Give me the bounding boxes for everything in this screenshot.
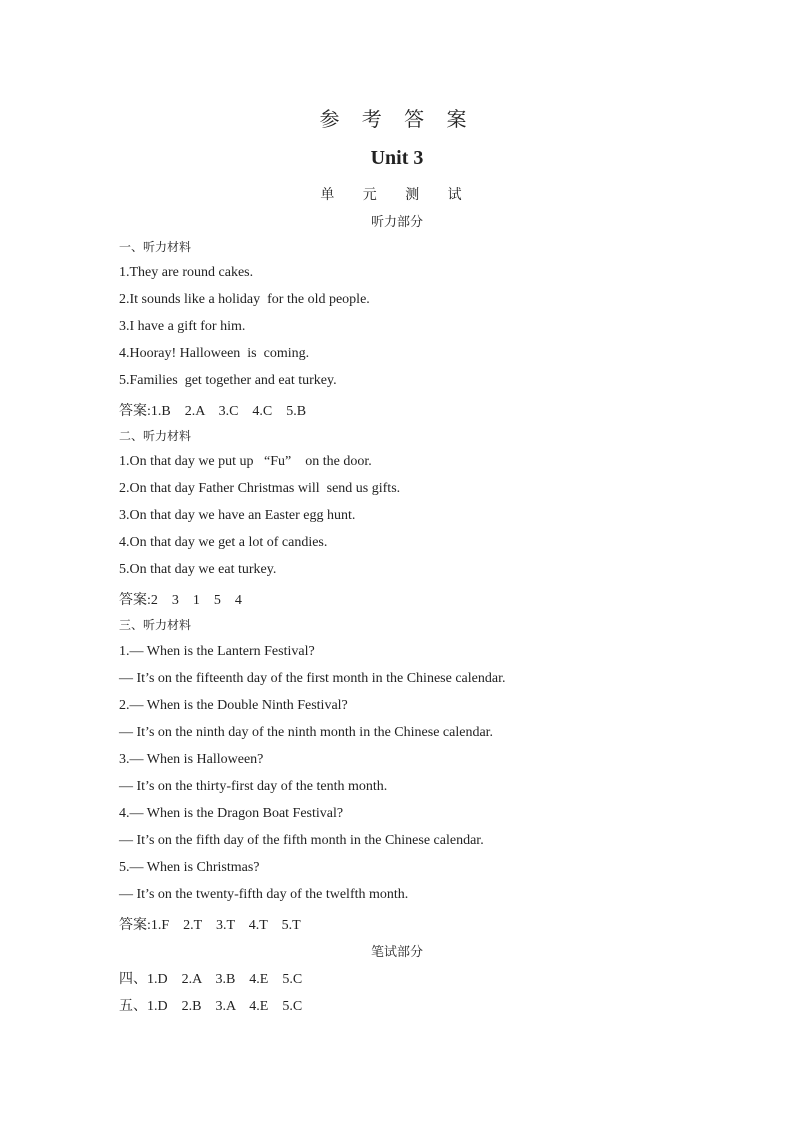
section1-answer: 答案:1.B 2.A 3.C 4.C 5.B	[119, 404, 307, 419]
section2-heading: 二、听力材料	[119, 429, 192, 443]
section5-answer: 五、1.D 2.B 3.A 4.E 5.C	[119, 999, 303, 1014]
listening-part-header: 听力部分	[370, 215, 423, 230]
unit-test-subtitle: 单 元 测 试	[320, 187, 474, 203]
page-title: 参 考 答 案	[319, 107, 475, 131]
section4-answer: 四、1.D 2.A 3.B 4.E 5.C	[119, 972, 303, 987]
unit-heading: Unit 3	[370, 147, 424, 169]
section2-item: 3.On that day we have an Easter egg hunt.	[119, 508, 356, 523]
section3-question: 5.— When is Christmas?	[119, 860, 260, 875]
section3-response: — It’s on the twenty-fifth day of the twelfth month.	[119, 887, 409, 902]
section1-item: 2.It sounds like a holiday for the old people.	[119, 292, 370, 307]
section1-item: 5.Families get together and eat turkey.	[119, 373, 337, 388]
section1-item: 3.I have a gift for him.	[119, 319, 246, 334]
section1-item: 4.Hooray! Halloween is coming.	[119, 346, 310, 361]
written-part-header: 笔试部分	[370, 945, 423, 960]
section1-item: 1.They are round cakes.	[119, 265, 254, 280]
section3-response: — It’s on the fifteenth day of the first month in the Chinese calendar.	[119, 671, 506, 686]
section3-response: — It’s on the thirty-first day of the tenth month.	[119, 779, 388, 794]
section1-heading: 一、听力材料	[119, 240, 192, 254]
section2-item: 4.On that day we get a lot of candies.	[119, 535, 328, 550]
section3-response: — It’s on the ninth day of the ninth month in the Chinese calendar.	[119, 725, 494, 740]
section3-question: 1.— When is the Lantern Festival?	[119, 644, 315, 659]
section3-question: 4.— When is the Dragon Boat Festival?	[119, 806, 344, 821]
section3-response: — It’s on the fifth day of the fifth month in the Chinese calendar.	[119, 833, 484, 848]
section3-question: 2.— When is the Double Ninth Festival?	[119, 698, 348, 713]
section3-question: 3.— When is Halloween?	[119, 752, 264, 767]
section3-heading: 三、听力材料	[119, 618, 192, 632]
section2-answer: 答案:2 3 1 5 4	[119, 593, 242, 608]
section2-item: 2.On that day Father Christmas will send us gifts.	[119, 481, 401, 496]
section3-answer: 答案:1.F 2.T 3.T 4.T 5.T	[119, 918, 301, 933]
section2-item: 1.On that day we put up “Fu” on the door.	[119, 454, 372, 469]
section2-item: 5.On that day we eat turkey.	[119, 562, 277, 577]
